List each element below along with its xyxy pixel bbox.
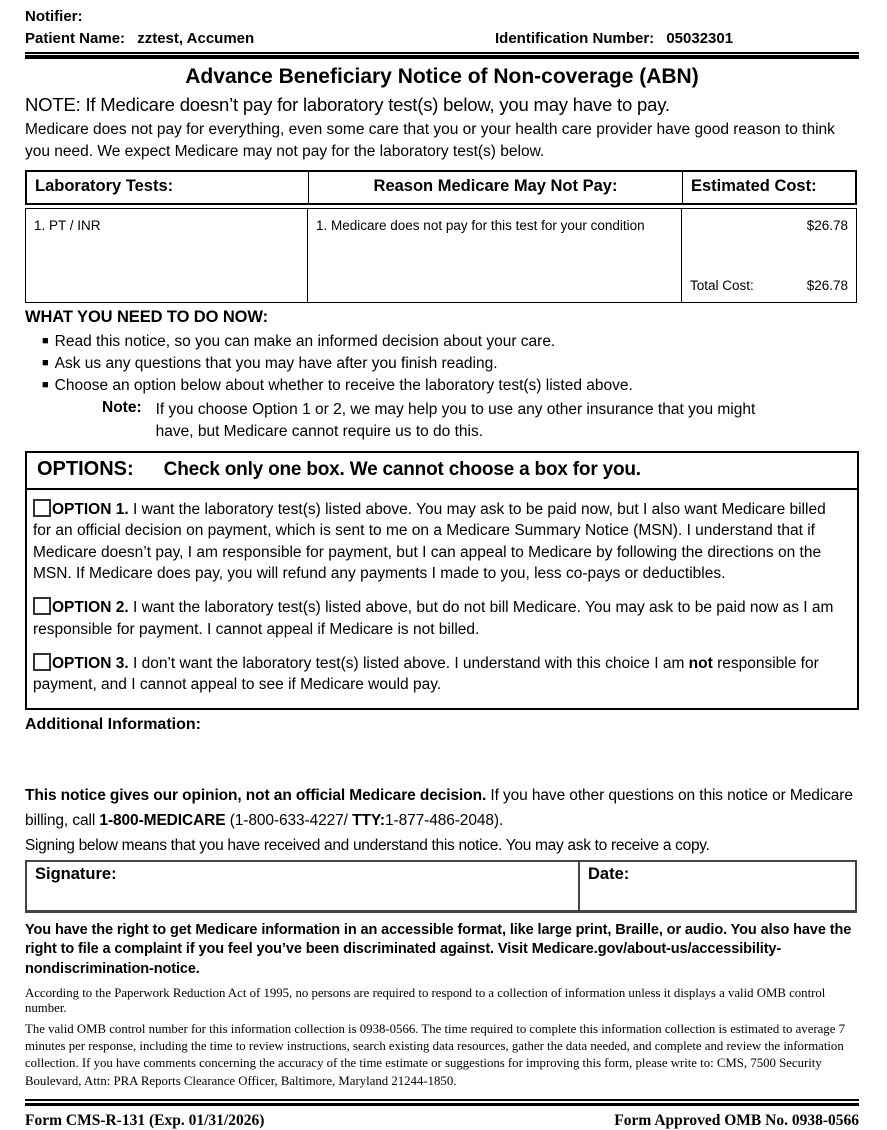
what-now-heading: WHAT YOU NEED TO DO NOW:	[25, 307, 268, 326]
list-item	[25, 331, 859, 353]
paperwork-reduction-notice	[25, 986, 859, 1090]
bullet-text: Choose an option below about whether to receive the laboratory test(s) listed above.	[54, 376, 633, 394]
notifier-label: Notifier:	[25, 8, 83, 25]
form-footer	[25, 1112, 859, 1130]
option-2-checkbox[interactable]	[33, 597, 51, 615]
lab-test-cost-cell	[682, 209, 856, 302]
omb-approval-number: Form Approved OMB No. 0938-0566	[614, 1111, 859, 1129]
tty-label: TTY:	[352, 811, 385, 829]
form-title: Advance Beneficiary Notice of Non-coverage (ABN)	[185, 64, 699, 88]
square-bullet-icon: ■	[42, 334, 49, 347]
tty-number: 1-877-486-2048).	[384, 811, 504, 829]
list-item	[25, 353, 859, 375]
note-line: NOTE: If Medicare doesn’t pay for laboratory test(s) below, you may have to pay.	[25, 93, 670, 115]
identification-number-field	[495, 30, 733, 47]
option-1-label: OPTION 1.	[52, 500, 129, 518]
paperwork-line-2: The valid OMB control number for this information collection is 0938-0566. The time required to complete this information collection is estimated to average 7 minutes per response, including the time to review instructions, search existing data resources, gather the data needed, and complete and review the information collection. If you have comments concerning the accuracy of the time estimate or suggestions for improving this form, please write to: CMS, 7500 Security Boulevard, Attn: PRA Reports Clearance Officer, Baltimore, Maryland 21244-1850.	[25, 1021, 845, 1088]
lab-table-header	[25, 170, 857, 205]
date-label: Date:	[588, 865, 630, 884]
signing-instruction: Signing below means that you have received and understand this notice. You may ask to receive a copy.	[25, 837, 710, 855]
options-box	[25, 451, 859, 710]
lab-table-header-reason: Reason Medicare May Not Pay:	[309, 172, 683, 203]
options-header-label: OPTIONS:	[37, 457, 134, 480]
lab-test-reason: 1. Medicare does not pay for this test for your condition	[308, 209, 682, 302]
square-bullet-icon: ■	[42, 378, 49, 391]
options-box-body	[27, 490, 857, 708]
patient-name-label: Patient Name:	[25, 29, 126, 47]
lab-test-cost: $26.78	[806, 217, 848, 233]
option-3-checkbox[interactable]	[33, 653, 51, 671]
bullet-text: Ask us any questions that you may have after you finish reading.	[54, 354, 498, 372]
intro-paragraph: Medicare does not pay for everything, even some care that you or your health care provider have good reason to think you need. We expect Medicare may not pay for the laboratory test(s) below.	[25, 120, 835, 160]
decision-regular-2: (1-800-633-4227/	[225, 811, 353, 829]
date-field[interactable]	[580, 862, 855, 910]
header-divider-rule	[25, 52, 859, 59]
option-1-text: I want the laboratory test(s) listed above. You may ask to be paid now, but I also want Medicare billed for an official decision on payment, which is sent to me on a Medicare Summary Notice (MSN). I understand that if Medicare doesn’t pay, I am responsible for payment, but I can appeal to Medicare by following the directions on the MSN. If Medicare does pay, you will refund any payments I made to you, less co-pays or deductibles.	[33, 500, 826, 582]
lab-test-name: 1. PT / INR	[26, 209, 308, 302]
options-header-text: Check only one box. We cannot choose a box for you.	[163, 458, 641, 480]
what-now-bullets	[25, 331, 859, 443]
identification-number-value: 05032301	[666, 29, 734, 47]
signature-label: Signature:	[35, 865, 117, 884]
lab-table-header-cost: Estimated Cost:	[691, 176, 817, 195]
form-number: Form CMS-R-131 (Exp. 01/31/2026)	[25, 1111, 265, 1129]
lab-table-header-tests: Laboratory Tests:	[27, 172, 309, 203]
option-3-text-part2: responsible for payment, and I cannot appeal to see if Medicare would pay.	[33, 655, 819, 694]
footer-divider-rule	[25, 1099, 859, 1106]
options-box-header	[27, 453, 857, 490]
list-item	[25, 375, 859, 397]
bullet-text: Read this notice, so you can make an informed decision about your care.	[54, 332, 556, 350]
option-1-checkbox[interactable]	[33, 499, 51, 517]
option-3-paragraph	[33, 653, 847, 696]
total-cost-value: $26.78	[806, 277, 848, 293]
option-3-label: OPTION 3.	[52, 655, 129, 672]
option-3-bold-word: not	[688, 655, 713, 672]
patient-header-row	[25, 30, 859, 47]
lab-total-cost-row	[690, 278, 848, 293]
patient-name-field	[25, 30, 495, 47]
options-note	[25, 399, 859, 443]
signature-table	[25, 860, 857, 913]
option-2-label: OPTION 2.	[52, 599, 129, 617]
identification-number-label: Identification Number:	[495, 29, 655, 47]
option-2-text: I want the laboratory test(s) listed above, but do not bill Medicare. You may ask to be paid now as I am responsible for payment. I cannot appeal if Medicare is not billed.	[33, 599, 834, 638]
patient-name-value: zztest, Accumen	[137, 29, 255, 47]
option-3-text-part1: I don’t want the laboratory test(s) listed above. I understand with this choice I am	[128, 655, 689, 672]
additional-information-label: Additional Information:	[25, 715, 201, 733]
decision-paragraph	[25, 784, 859, 834]
medicare-phone-number: 1-800-MEDICARE	[99, 811, 226, 829]
square-bullet-icon: ■	[42, 356, 49, 369]
option-1-paragraph	[33, 499, 847, 585]
lab-table-row	[25, 208, 857, 303]
accessibility-notice: You have the right to get Medicare information in an accessible format, like large print, Braille, or audio. You also have the right to file a complaint if you feel you’ve been discriminated against. Visit Medicare.gov/about-us/accessibility-nondiscrimination-notice.	[25, 922, 852, 977]
total-cost-label: Total Cost:	[690, 277, 754, 293]
note-text: If you choose Option 1 or 2, we may help you to use any other insurance that you might have, but Medicare cannot require us to do this.	[155, 400, 756, 440]
decision-regular-1: If you have other questions on this notice or Medicare billing, call	[25, 786, 853, 829]
decision-bold-lead: This notice gives our opinion, not an official Medicare decision.	[25, 786, 487, 804]
paperwork-line-1: According to the Paperwork Reduction Act of 1995, no persons are required to respond to a collection of information unless it displays a valid OMB control number.	[25, 985, 826, 1015]
signature-field[interactable]	[27, 862, 580, 910]
option-2-paragraph	[33, 597, 847, 640]
note-label: Note:	[102, 398, 142, 416]
